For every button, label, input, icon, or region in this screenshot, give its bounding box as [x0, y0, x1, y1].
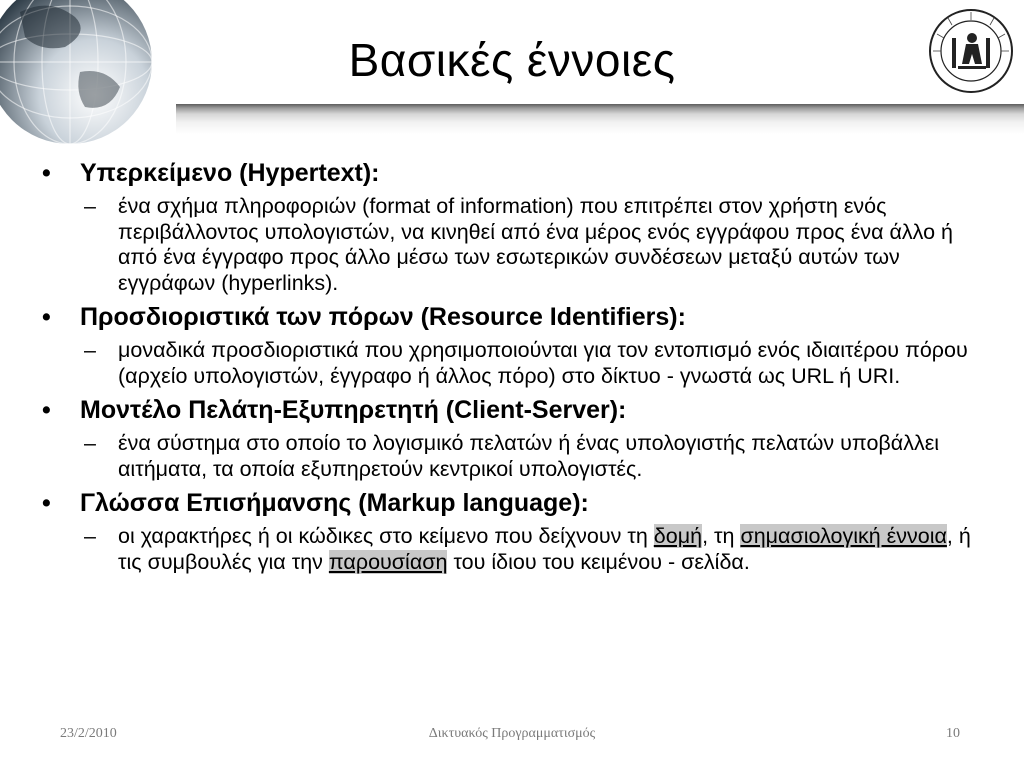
sub-item [84, 524, 992, 575]
slide-title: Βασικές έννοιες [348, 34, 676, 86]
bullet-heading: Προσδιοριστικά των πόρων (Resource Identifiers): [80, 303, 686, 331]
bullet-resource-identifiers [42, 302, 992, 332]
bullet-dot: • [42, 159, 51, 187]
text-fragment: του ίδιου του κειμένου - σελίδα. [447, 549, 750, 574]
sub-item [84, 194, 992, 296]
footer-page-number: 10 [946, 726, 960, 741]
footer-course-title: Δικτυακός Προγραμματισμός [428, 726, 596, 741]
slide-body [42, 152, 992, 579]
footer-date: 23/2/2010 [60, 726, 117, 741]
bullet-client-server [42, 395, 992, 425]
bullet-heading: Υπερκείμενο (Hypertext): [80, 159, 380, 187]
bullet-dot: • [42, 489, 51, 517]
sub-item-text [118, 524, 971, 574]
sub-item-text: ένα σύστημα στο οποίο το λογισμικό πελατών ή ένας υπολογιστής πελατών υποβάλλει αιτήματα, τα οποία εξυπηρετούν κεντρικοί υπολογιστές. [118, 431, 940, 481]
text-fragment: , τη [702, 524, 741, 548]
sub-dash: – [84, 431, 96, 455]
title-divider [176, 104, 1024, 134]
bullet-dot: • [42, 396, 51, 424]
bullet-markup-language [42, 488, 992, 518]
sub-dash: – [84, 194, 96, 218]
text-fragment: οι χαρακτήρες ή οι κώδικες στο κείμενο που δείχνουν τη [118, 524, 654, 548]
sub-item-text: ένα σχήμα πληροφοριών (format of information) που επιτρέπει στον χρήστη ενός περιβάλλοντος υπολογιστών, να κινηθεί από ένα μέρος ενός εγγράφου προς ένα άλλο ή από ένα έγγραφο προς άλλο μέσω των εσωτερικών συνδέσεων μεταξύ αυτών των εγγράφων (hyperlinks). [118, 194, 953, 295]
bullet-hypertext [42, 158, 992, 188]
bullet-heading: Γλώσσα Επισήμανσης (Markup language): [80, 489, 589, 517]
highlighted-term: σημασιολογική έννοια [740, 524, 947, 548]
sub-dash: – [84, 338, 96, 362]
text-fragment: , ή τις συμβουλές για την [118, 524, 971, 574]
sub-dash: – [84, 524, 96, 548]
sub-item-text: μοναδικά προσδιοριστικά που χρησιμοποιούνται για τον εντοπισμό ενός ιδιαιτέρου πόρου (αρχείο υπολογιστών, έγγραφο ή άλλος πόρο) στο δίκτυο - γνωστά ως URL ή URI. [118, 338, 968, 388]
highlighted-term: παρουσίαση [328, 549, 448, 574]
bullet-dot: • [42, 303, 51, 331]
highlighted-term: δομή [653, 524, 703, 548]
bullet-heading: Μοντέλο Πελάτη-Εξυπηρετητή (Client-Server): [80, 396, 627, 424]
sub-item [84, 431, 992, 482]
sub-item [84, 338, 992, 389]
